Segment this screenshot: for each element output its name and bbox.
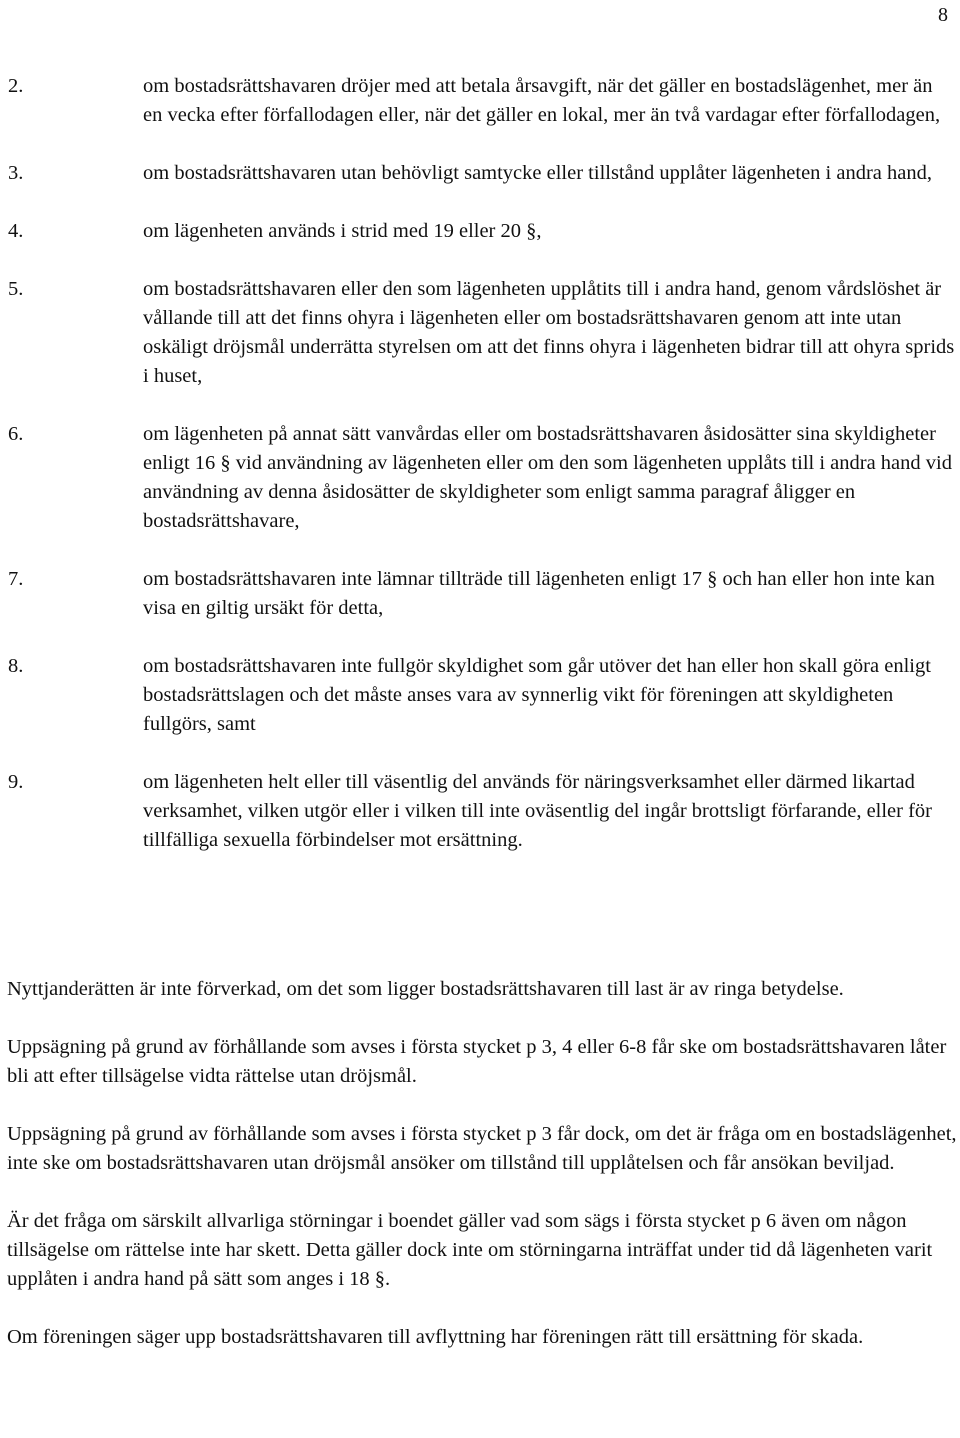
list-item-text: om bostadsrättshavaren dröjer med att betala årsavgift, när det gäller en bostadslägenhet, mer än en vecka efter förfallodagen eller, när det gäller en lokal, mer än två vardagar efter förfallodagen, <box>143 75 941 126</box>
list-item-3 <box>0 159 960 188</box>
paragraph: Nyttjanderätten är inte förverkad, om det som ligger bostadsrättshavaren till last är av ringa betydelse. <box>7 978 844 1000</box>
list-item-number: 3. <box>8 162 24 184</box>
list-item-text: om bostadsrättshavaren inte fullgör skyldighet som går utöver det han eller hon skall göra enligt bostadsrättslagen och det måste anses vara av synnerlig vikt för föreningen att skyldigheten fullgörs, samt <box>143 655 931 735</box>
list-item-text: om bostadsrättshavaren eller den som lägenheten upplåtits till i andra hand, genom vårdslöshet är vållande till att det finns ohyra i lägenheten eller om bostadsrättshavaren genom att inte utan oskäligt dröjsmål underrätta styrelsen om att det finns ohyra i lägenheten bidrar till att ohyra sprids i huset, <box>143 278 955 387</box>
list-item-6 <box>0 420 960 536</box>
list-item-4 <box>0 217 960 246</box>
numbered-list <box>0 72 960 855</box>
list-item-number: 4. <box>8 220 24 242</box>
closing-paragraphs <box>0 975 960 1352</box>
page-number: 8 <box>938 4 948 26</box>
list-item-8 <box>0 652 960 739</box>
paragraph: Är det fråga om särskilt allvarliga störningar i boendet gäller vad som sägs i första stycket p 6 även om någon tillsägelse om rättelse inte har skett. Detta gäller dock inte om störningarna inträffat under tid då lägenheten varit upplåten i andra hand på sätt som anges i 18 §. <box>7 1210 933 1290</box>
list-item-text: om bostadsrättshavaren inte lämnar tillträde till lägenheten enligt 17 § och han eller hon inte kan visa en giltig ursäkt för detta, <box>143 568 935 619</box>
paragraph: Uppsägning på grund av förhållande som avses i första stycket p 3 får dock, om det är fråga om en bostadslägenhet, inte ske om bostadsrättshavaren utan dröjsmål ansöker om tillstånd till upplåtelsen och får ansökan beviljad. <box>7 1123 957 1174</box>
list-item-5 <box>0 275 960 391</box>
list-item-text: om lägenheten helt eller till väsentlig del används för näringsverksamhet eller därmed likartad verksamhet, vilken utgör eller i vilken till inte oväsentlig del ingår brottsligt förfarande, eller för tillfälliga sexuella förbindelser mot ersättning. <box>143 771 933 851</box>
paragraph: Uppsägning på grund av förhållande som avses i första stycket p 3, 4 eller 6-8 får ske om bostadsrättshavaren låter bli att efter tillsägelse vidta rättelse utan dröjsmål. <box>7 1036 947 1087</box>
list-item-number: 5. <box>8 278 24 300</box>
list-item-7 <box>0 565 960 623</box>
list-item-number: 7. <box>8 568 24 590</box>
paragraph: Om föreningen säger upp bostadsrättshavaren till avflyttning har föreningen rätt till ersättning för skada. <box>7 1326 864 1348</box>
list-item-2 <box>0 72 960 130</box>
list-item-number: 6. <box>8 423 24 445</box>
list-item-text: om bostadsrättshavaren utan behövligt samtycke eller tillstånd upplåter lägenheten i andra hand, <box>143 162 932 184</box>
list-item-number: 8. <box>8 655 24 677</box>
list-item-number: 9. <box>8 771 24 793</box>
list-item-number: 2. <box>8 75 24 97</box>
list-item-text: om lägenheten på annat sätt vanvårdas eller om bostadsrättshavaren åsidosätter sina skyldigheter enligt 16 § vid användning av lägenheten eller om den som lägenheten upplåts till i andra hand vid användning av denna åsidosätter de skyldigheter som enligt samma paragraf åligger en bostadsrättshavare, <box>143 423 952 532</box>
list-item-9 <box>0 768 960 855</box>
list-item-text: om lägenheten används i strid med 19 eller 20 §, <box>143 220 542 242</box>
